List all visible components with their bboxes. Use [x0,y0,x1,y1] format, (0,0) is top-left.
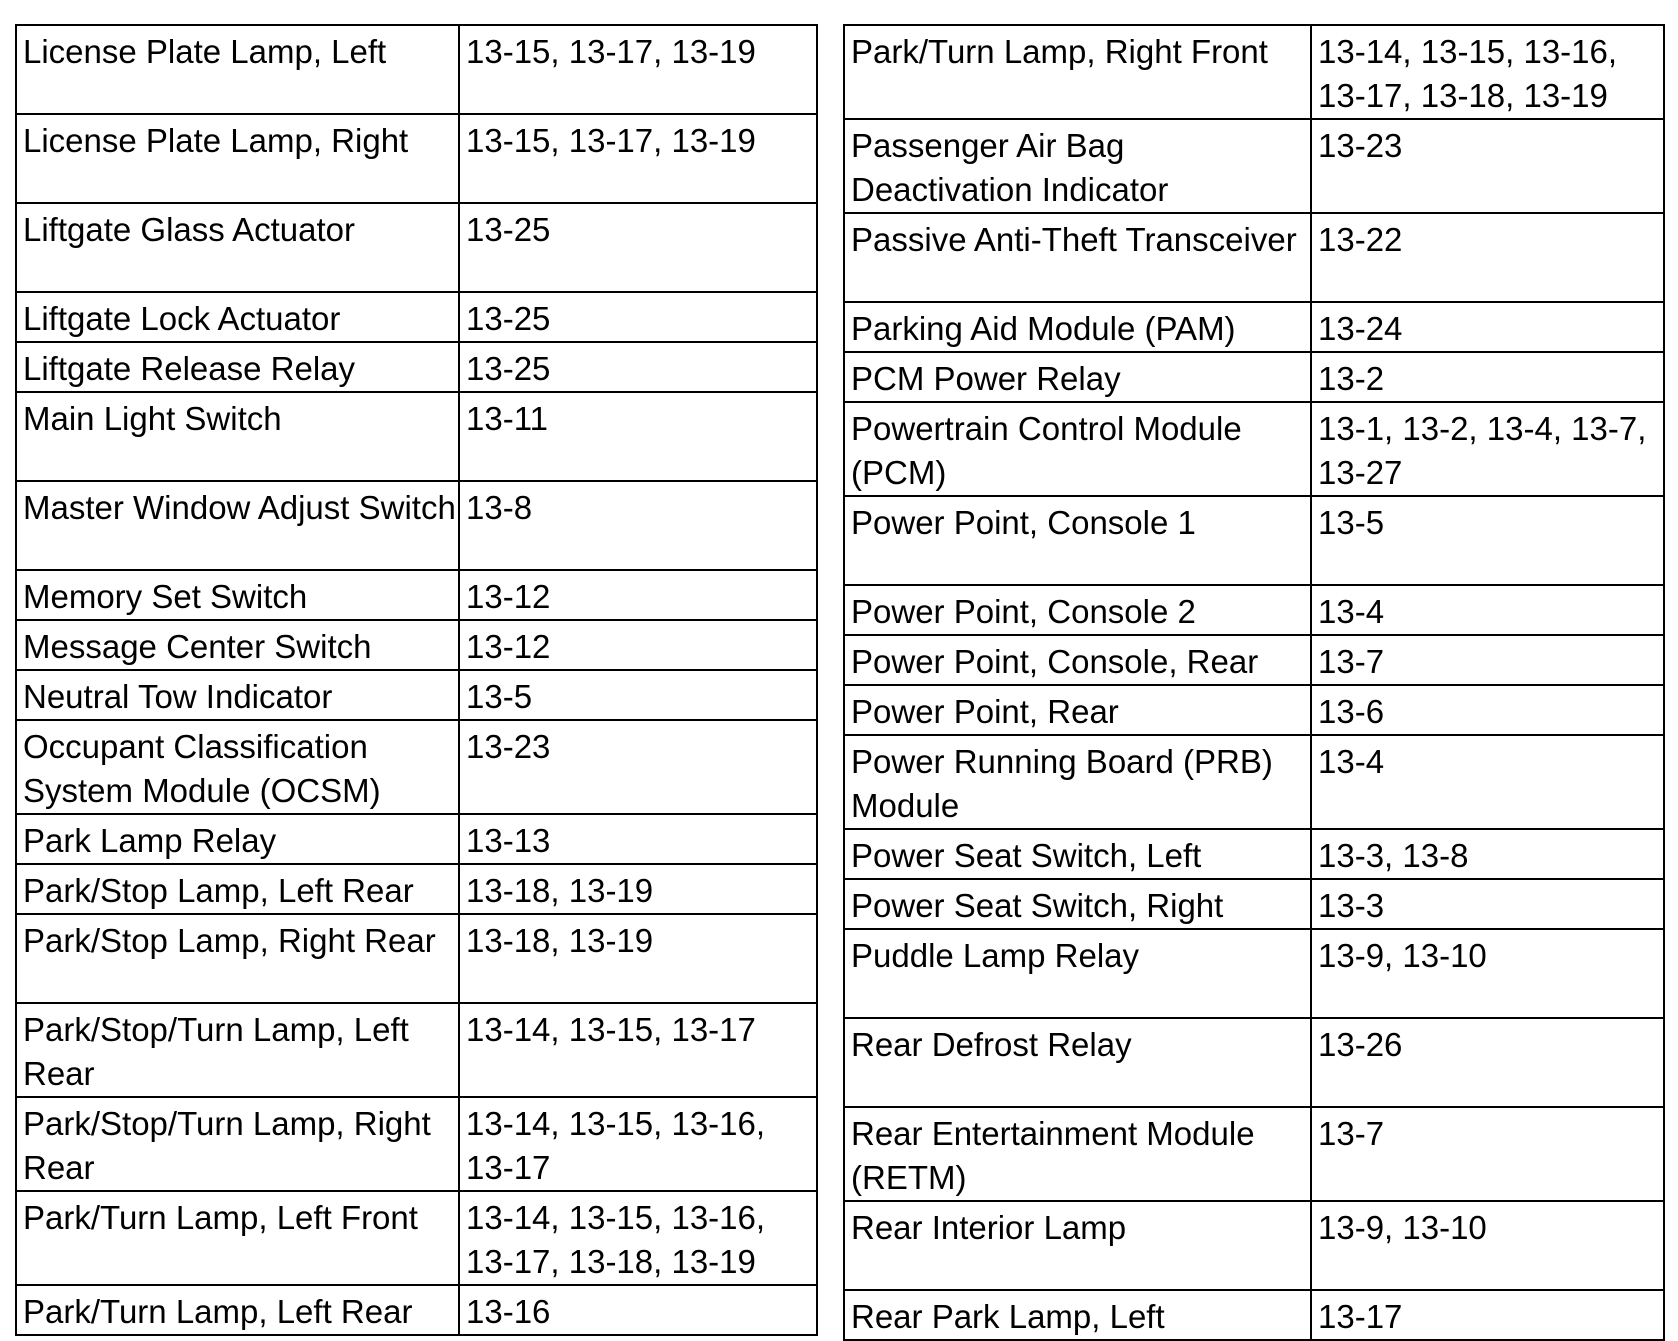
component-name-cell: Power Seat Switch, Left [844,829,1311,879]
component-name-cell: Liftgate Release Relay [16,342,459,392]
page-reference-cell: 13-14, 13-15, 13-16, 13-17, 13-18, 13-19 [1311,25,1664,119]
component-name-cell: License Plate Lamp, Left [16,25,459,114]
component-name-cell: Occupant Classification System Module (OCSM) [16,720,459,814]
page-reference-cell: 13-4 [1311,585,1664,635]
page-reference-cell: 13-22 [1311,213,1664,302]
page-reference-cell: 13-17 [1311,1290,1664,1340]
table-row [16,342,817,392]
component-name-cell: Liftgate Glass Actuator [16,203,459,292]
component-name-cell: Power Point, Console 1 [844,496,1311,585]
page-reference-cell: 13-8 [459,481,817,570]
component-name-cell: Passive Anti-Theft Transceiver [844,213,1311,302]
page-reference-cell: 13-7 [1311,1107,1664,1201]
page-reference-cell: 13-3 [1311,879,1664,929]
component-name-cell: Parking Aid Module (PAM) [844,302,1311,352]
page-reference-cell: 13-15, 13-17, 13-19 [459,25,817,114]
table-right-body [844,25,1664,1340]
component-name-cell: Power Point, Console, Rear [844,635,1311,685]
component-name-cell: Park/Turn Lamp, Left Front [16,1191,459,1285]
table-row [844,1018,1664,1107]
page-reference-cell: 13-14, 13-15, 13-16, 13-17 [459,1097,817,1191]
page-reference-cell: 13-12 [459,570,817,620]
table-left-body [16,25,817,1335]
page-reference-cell: 13-18, 13-19 [459,914,817,1003]
component-index-table-right [843,24,1665,1341]
component-name-cell: Power Point, Rear [844,685,1311,735]
page-reference-cell: 13-6 [1311,685,1664,735]
table-row [16,814,817,864]
page-reference-cell: 13-18, 13-19 [459,864,817,914]
page-reference-cell: 13-3, 13-8 [1311,829,1664,879]
page-reference-cell: 13-25 [459,342,817,392]
table-row [844,1107,1664,1201]
table-row [16,914,817,1003]
component-name-cell: Park/Turn Lamp, Left Rear [16,1285,459,1335]
table-row [844,213,1664,302]
component-index-table-left [15,24,818,1336]
component-name-cell: Master Window Adjust Switch [16,481,459,570]
component-name-cell: Rear Entertainment Module (RETM) [844,1107,1311,1201]
table-row [16,1285,817,1335]
table-row [844,1201,1664,1290]
component-name-cell: Rear Interior Lamp [844,1201,1311,1290]
table-row [16,864,817,914]
page-reference-cell: 13-25 [459,292,817,342]
table-row [844,879,1664,929]
component-name-cell: Powertrain Control Module (PCM) [844,402,1311,496]
page-reference-cell: 13-2 [1311,352,1664,402]
table-row [844,302,1664,352]
page-reference-cell: 13-4 [1311,735,1664,829]
page-reference-cell: 13-9, 13-10 [1311,1201,1664,1290]
component-name-cell: Park/Stop Lamp, Right Rear [16,914,459,1003]
component-name-cell: Passenger Air Bag Deactivation Indicator [844,119,1311,213]
table-row [844,402,1664,496]
component-name-cell: Park/Stop Lamp, Left Rear [16,864,459,914]
table-row [844,585,1664,635]
table-row [16,570,817,620]
component-name-cell: Park/Stop/Turn Lamp, Left Rear [16,1003,459,1097]
component-name-cell: Message Center Switch [16,620,459,670]
component-name-cell: Rear Park Lamp, Left [844,1290,1311,1340]
component-name-cell: Park/Turn Lamp, Right Front [844,25,1311,119]
component-name-cell: Power Running Board (PRB) Module [844,735,1311,829]
page-reference-cell: 13-11 [459,392,817,481]
table-row [16,481,817,570]
table-row [16,203,817,292]
page-reference-cell: 13-26 [1311,1018,1664,1107]
page-reference-cell: 13-5 [459,670,817,720]
page-reference-cell: 13-13 [459,814,817,864]
page-reference-cell: 13-7 [1311,635,1664,685]
page-reference-cell: 13-24 [1311,302,1664,352]
table-row [16,1097,817,1191]
component-name-cell: Puddle Lamp Relay [844,929,1311,1018]
table-row [844,25,1664,119]
page-reference-cell: 13-16 [459,1285,817,1335]
table-row [844,496,1664,585]
page-reference-cell: 13-1, 13-2, 13-4, 13-7, 13-27 [1311,402,1664,496]
component-name-cell: Memory Set Switch [16,570,459,620]
component-name-cell: Power Point, Console 2 [844,585,1311,635]
table-row [16,620,817,670]
table-row [844,1290,1664,1340]
table-row [16,1191,817,1285]
component-name-cell: PCM Power Relay [844,352,1311,402]
table-row [844,685,1664,735]
page-reference-cell: 13-14, 13-15, 13-16, 13-17, 13-18, 13-19 [459,1191,817,1285]
table-row [844,829,1664,879]
table-row [844,735,1664,829]
table-row [16,1003,817,1097]
table-row [16,670,817,720]
page-reference-cell: 13-5 [1311,496,1664,585]
table-row [16,25,817,114]
page-reference-cell: 13-9, 13-10 [1311,929,1664,1018]
table-row [16,292,817,342]
table-row [844,352,1664,402]
component-name-cell: Park Lamp Relay [16,814,459,864]
page-reference-cell: 13-12 [459,620,817,670]
component-name-cell: Main Light Switch [16,392,459,481]
page-reference-cell: 13-15, 13-17, 13-19 [459,114,817,203]
component-name-cell: Neutral Tow Indicator [16,670,459,720]
table-row [16,114,817,203]
table-row [16,392,817,481]
component-name-cell: Park/Stop/Turn Lamp, Right Rear [16,1097,459,1191]
component-name-cell: Rear Defrost Relay [844,1018,1311,1107]
table-row [844,119,1664,213]
component-name-cell: Liftgate Lock Actuator [16,292,459,342]
page-reference-cell: 13-23 [1311,119,1664,213]
page-reference-cell: 13-23 [459,720,817,814]
table-row [844,635,1664,685]
table-row [16,720,817,814]
component-name-cell: Power Seat Switch, Right [844,879,1311,929]
component-name-cell: License Plate Lamp, Right [16,114,459,203]
page-reference-cell: 13-25 [459,203,817,292]
page-reference-cell: 13-14, 13-15, 13-17 [459,1003,817,1097]
table-row [844,929,1664,1018]
